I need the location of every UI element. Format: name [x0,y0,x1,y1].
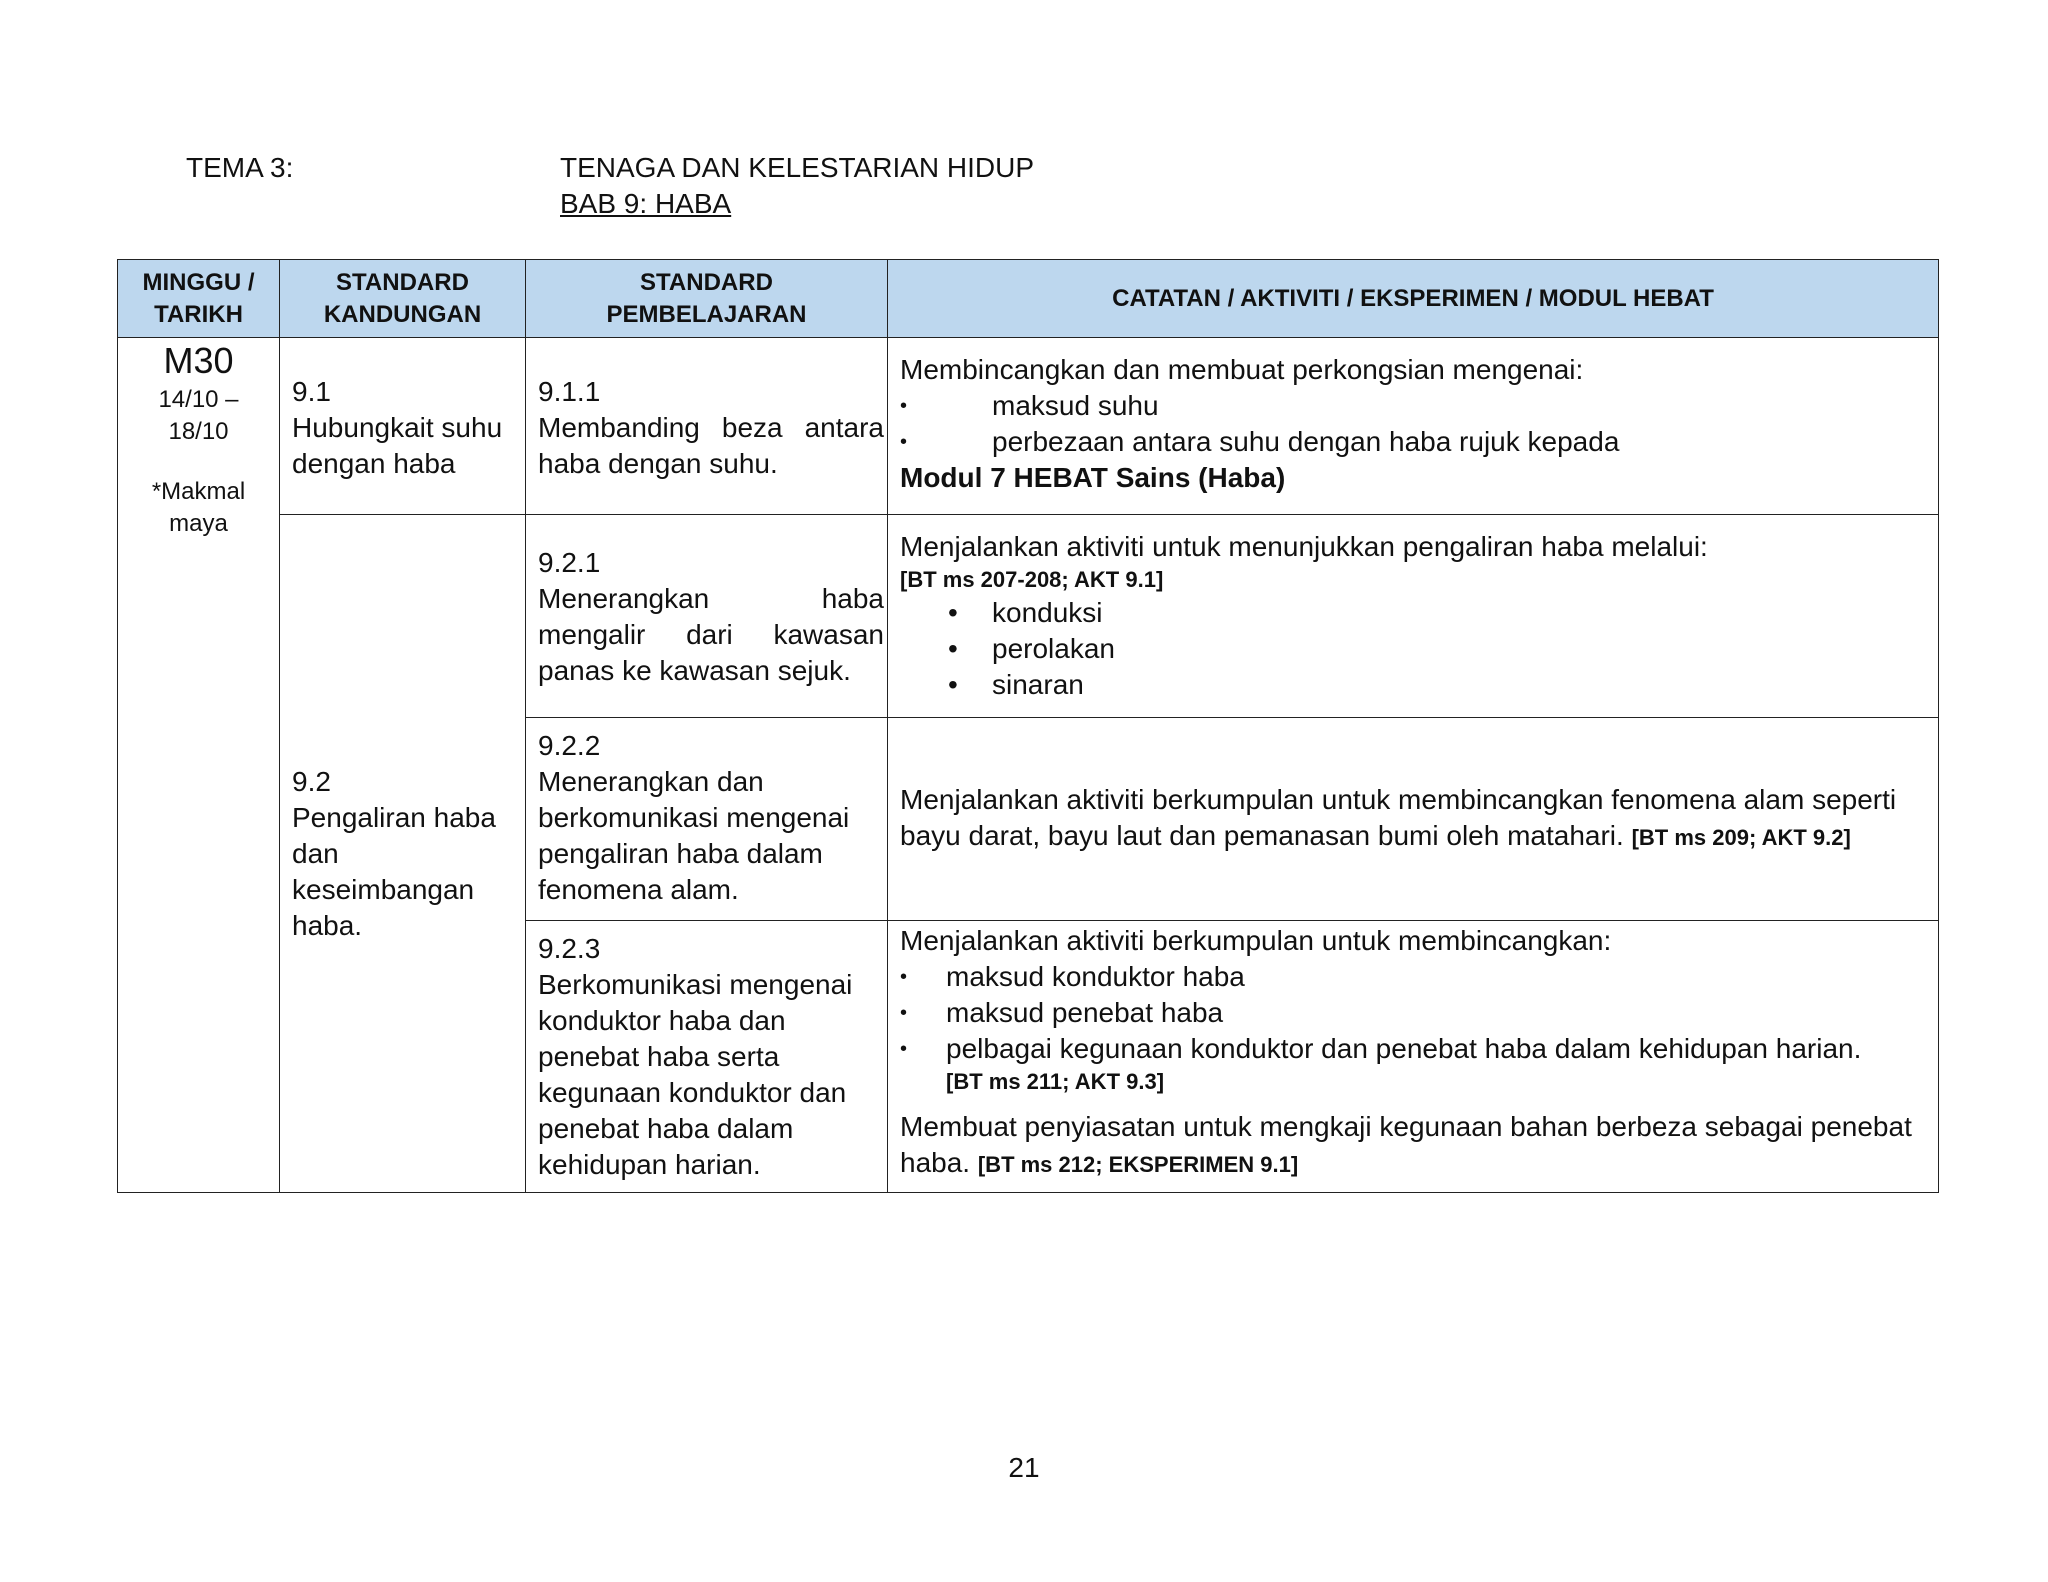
table-header-row [118,260,1939,338]
notes-bullets [900,595,1926,703]
col-header-learning-standard: STANDARD PEMBELAJARAN [526,260,888,338]
reference: [BT ms 212; EKSPERIMEN 9.1] [977,1152,1299,1177]
col-header-week: MINGGU / TARIKH [118,260,280,338]
list-item: • sinaran [948,669,1084,700]
week-dates-end: 18/10 [168,418,229,445]
content-standard-9-2: 9.2 Pengaliran haba dan keseimbangan haba. [280,515,526,1193]
module-reference: Modul 7 HEBAT Sains (Haba) [900,462,1286,493]
table-row [118,338,1939,515]
list-item: • maksud suhu [900,390,1159,421]
content-standard-9-1: 9.1 Hubungkait suhu dengan haba [280,338,526,515]
lesson-plan-table [117,259,1939,1193]
notes-intro: Menjalankan aktiviti untuk menunjukkan pengaliran haba melalui: [900,531,1708,562]
chapter-title: BAB 9: HABA [560,188,732,219]
notes-bullets [900,959,1926,1067]
theme-label: TEMA 3: [186,152,294,183]
notes-bullets [900,388,1926,460]
week-dates-start: 14/10 – [158,386,239,413]
list-item: • perbezaan antara suhu dengan haba rujuk kepada [900,426,1620,457]
learning-standard-9-2-1: 9.2.1 Menerangkan haba mengalir dari kawasan panas ke kawasan sejuk. [526,515,888,718]
notes-intro: Menjalankan aktiviti berkumpulan untuk membincangkan: [900,925,1612,956]
notes-text: Membuat penyiasatan untuk mengkaji kegunaan bahan berbeza sebagai penebat haba. [900,1111,1912,1178]
table-row [118,515,1939,718]
notes-text: Menjalankan aktiviti berkumpulan untuk membincangkan fenomena alam seperti bayu darat, bayu laut dan pemanasan bumi oleh matahari. [900,784,1897,851]
learning-standard-9-1-1: 9.1.1 Membanding beza antara haba dengan suhu. [526,338,888,515]
list-item: • perolakan [948,633,1115,664]
list-item: • pelbagai kegunaan konduktor dan penebat haba dalam kehidupan harian. [900,1033,1862,1064]
reference: [BT ms 207-208; AKT 9.1] [900,567,1164,592]
list-item: • konduksi [948,597,1103,628]
week-code: M30 [163,340,234,381]
col-header-notes: CATATAN / AKTIVITI / EKSPERIMEN / MODUL HEBAT [888,260,1939,338]
notes-9-2-2 [888,718,1939,921]
list-item: • maksud penebat haba [900,997,1224,1028]
theme-heading [560,150,1034,222]
reference: [BT ms 211; AKT 9.3] [946,1069,1165,1094]
notes-9-1-1 [888,338,1939,515]
week-note: *Makmal maya [151,478,246,537]
page-number: 21 [1008,1452,1040,1483]
notes-investigation [900,1109,1926,1183]
notes-9-2-3 [888,921,1939,1193]
notes-intro: Membincangkan dan membuat perkongsian mengenai: [900,354,1584,385]
learning-standard-9-2-2: 9.2.2 Menerangkan dan berkomunikasi mengenai pengaliran haba dalam fenomena alam. [526,718,888,921]
notes-9-2-1 [888,515,1939,718]
col-header-content-standard: STANDARD KANDUNGAN [280,260,526,338]
list-item: • maksud konduktor haba [900,961,1245,992]
learning-standard-9-2-3: 9.2.3 Berkomunikasi mengenai konduktor haba dan penebat haba serta kegunaan konduktor dan penebat haba dalam kehidupan harian. [526,921,888,1193]
week-cell [118,338,280,1193]
reference: [BT ms 209; AKT 9.2] [1631,825,1851,850]
theme-title: TENAGA DAN KELESTARIAN HIDUP [560,152,1035,183]
